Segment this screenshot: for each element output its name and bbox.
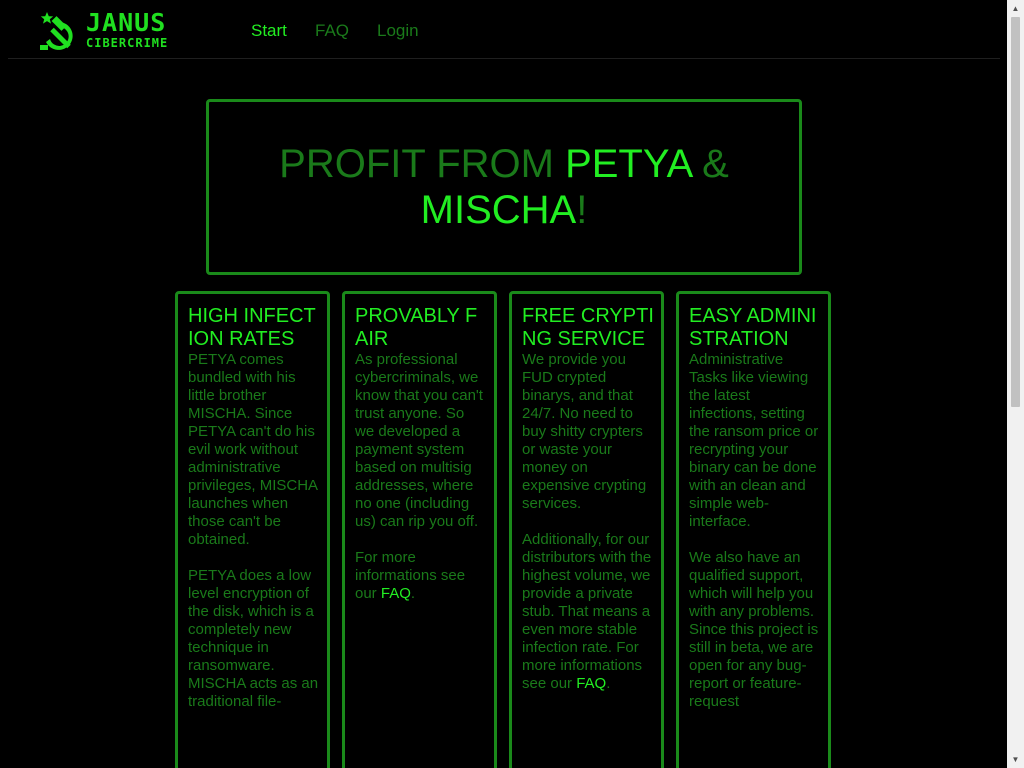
card-title: HIGH INFECTION RATES	[188, 305, 316, 350]
nav-login-link[interactable]: Login	[377, 21, 419, 40]
card-paragraph-faq	[355, 549, 487, 603]
card-title: EASY ADMINISTRATION	[689, 305, 817, 350]
scrollbar-thumb[interactable]	[1011, 17, 1020, 407]
faq-link[interactable]: FAQ	[380, 585, 411, 602]
feature-card-administration	[676, 291, 831, 768]
card-title: PROVABLY FAIR	[355, 305, 478, 350]
hero-text-and: &	[691, 142, 729, 186]
hero-text-bang: !	[576, 188, 588, 232]
vertical-scrollbar[interactable]	[1007, 0, 1024, 768]
card-text-suffix: .	[410, 585, 416, 602]
card-title: FREE CRYPTING SERVICE	[522, 305, 654, 350]
card-paragraph: Administrative Tasks like viewing the latest infections, setting the ransom price or recrypting your binary can be done with an clean and simple web-interface.	[689, 351, 819, 530]
hero-banner	[206, 99, 802, 275]
hero-text-mischa: MISCHA	[420, 188, 577, 232]
feature-card-fair	[342, 291, 497, 768]
card-text-suffix: .	[606, 675, 611, 692]
logo-wordmark: JANUS	[86, 8, 167, 37]
logo[interactable]	[38, 8, 188, 52]
card-paragraph: We provide you FUD crypted binarys, and that 24/7. No need to buy shitty crypters or waste your money on expensive crypting services.	[522, 351, 647, 512]
card-paragraph: We also have an qualified support, which will help you with any problems. Since this project is still in beta, we are open for any bug-report or feature-request	[689, 549, 819, 710]
nav-faq-link[interactable]: FAQ	[315, 21, 350, 40]
card-paragraph-faq	[522, 531, 654, 693]
hammer-sickle-star-icon	[38, 12, 84, 52]
card-text-prefix: For more informations see our	[355, 549, 466, 602]
scroll-down-arrow-icon[interactable]: ▼	[1007, 751, 1024, 768]
hero-text-profit: PROFIT FROM	[279, 142, 566, 186]
faq-link[interactable]: FAQ	[576, 675, 607, 692]
card-text-prefix: Additionally, for our distributors with the highest volume, we provide a private stub. That means a even more stable infection rate. For more informations see our	[522, 531, 652, 692]
hero-text-petya: PETYA	[565, 142, 692, 186]
card-paragraph: PETYA comes bundled with his little brother MISCHA. Since PETYA can't do his evil work without administrative privileges, MISCHA launches when those can't be obtained.	[188, 351, 318, 548]
card-paragraph: As professional cybercriminals, we know that you can't trust anyone. So we developed a payment system based on multisig addresses, where no one (including us) can rip you off.	[355, 351, 483, 530]
feature-card-crypting	[509, 291, 664, 768]
header	[0, 0, 1007, 58]
card-paragraph: PETYA does a low level encryption of the disk, which is a completely new technique in ransomware. MISCHA acts as an traditional file-	[188, 567, 319, 710]
header-divider	[8, 58, 1000, 59]
nav-start-link[interactable]: Start	[251, 21, 287, 40]
feature-card-infection	[175, 291, 330, 768]
logo-subtitle: CIBERCRIME	[86, 36, 169, 50]
scroll-up-arrow-icon[interactable]: ▲	[1007, 0, 1024, 17]
hero-title	[224, 141, 784, 233]
